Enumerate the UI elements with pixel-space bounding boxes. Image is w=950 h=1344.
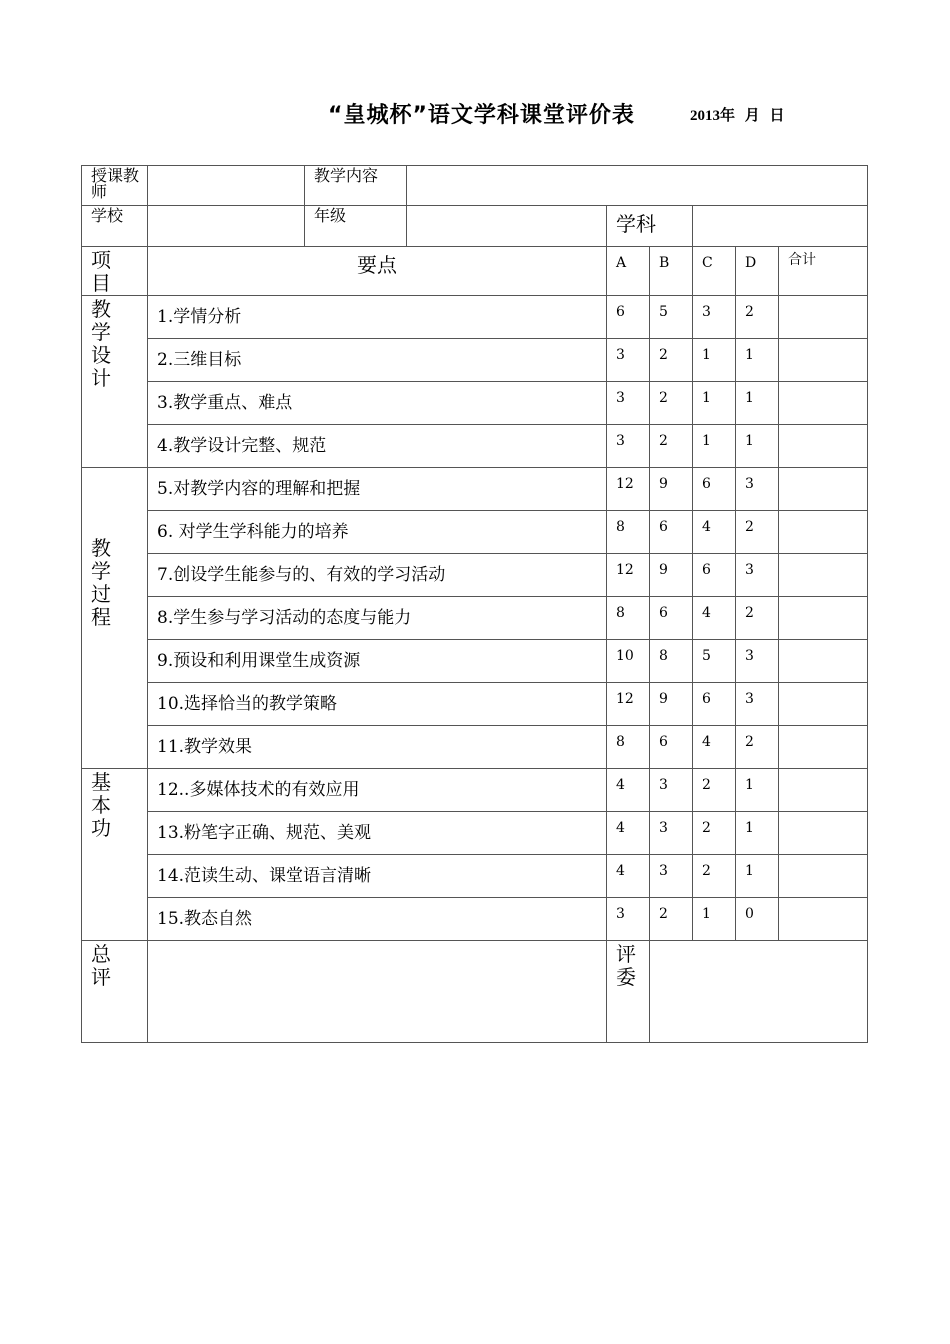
score-a: 12 xyxy=(607,468,650,511)
score-a: 3 xyxy=(607,425,650,468)
score-c: 6 xyxy=(693,554,736,597)
table-row xyxy=(82,769,868,812)
total-field[interactable] xyxy=(779,425,868,468)
table-row xyxy=(82,468,868,511)
criterion-text: 4.教学设计完整、规范 xyxy=(148,425,607,468)
criterion-text: 6. 对学生学科能力的培养 xyxy=(148,511,607,554)
score-b: 9 xyxy=(650,468,693,511)
score-d: 2 xyxy=(736,726,779,769)
category-name: 教学过程 xyxy=(91,536,111,629)
score-c: 4 xyxy=(693,597,736,640)
total-field[interactable] xyxy=(779,296,868,339)
grade-header-a: A xyxy=(607,247,650,296)
criterion-text: 3.教学重点、难点 xyxy=(148,382,607,425)
score-c: 1 xyxy=(693,425,736,468)
table-row xyxy=(82,382,868,425)
table-row xyxy=(82,511,868,554)
judge-field[interactable] xyxy=(650,941,868,1043)
score-b: 6 xyxy=(650,511,693,554)
score-b: 9 xyxy=(650,683,693,726)
criterion-text: 8.学生参与学习活动的态度与能力 xyxy=(148,597,607,640)
score-d: 1 xyxy=(736,382,779,425)
score-d: 0 xyxy=(736,898,779,941)
grade-header-d: D xyxy=(736,247,779,296)
criterion-text: 1.学情分析 xyxy=(148,296,607,339)
criterion-text: 9.预设和利用课堂生成资源 xyxy=(148,640,607,683)
table-row xyxy=(82,812,868,855)
score-a: 4 xyxy=(607,855,650,898)
score-d: 1 xyxy=(736,855,779,898)
score-d: 1 xyxy=(736,339,779,382)
criterion-text: 7.创设学生能参与的、有效的学习活动 xyxy=(148,554,607,597)
score-b: 2 xyxy=(650,425,693,468)
title-row xyxy=(0,96,950,136)
grade-header-b: B xyxy=(650,247,693,296)
total-field[interactable] xyxy=(779,812,868,855)
criterion-text: 12..多媒体技术的有效应用 xyxy=(148,769,607,812)
date-line xyxy=(690,104,791,125)
score-b: 2 xyxy=(650,382,693,425)
table-row xyxy=(82,296,868,339)
table-row xyxy=(82,425,868,468)
score-d: 1 xyxy=(736,425,779,468)
category-cell xyxy=(82,468,148,769)
score-a: 3 xyxy=(607,339,650,382)
category-cell xyxy=(82,769,148,941)
teacher-field[interactable] xyxy=(148,166,305,206)
points-header: 要点 xyxy=(148,247,607,296)
info-row-1 xyxy=(82,166,868,206)
total-field[interactable] xyxy=(779,769,868,812)
score-a: 10 xyxy=(607,640,650,683)
total-field[interactable] xyxy=(779,597,868,640)
score-b: 6 xyxy=(650,726,693,769)
category-name: 基本功 xyxy=(91,770,111,840)
score-d: 1 xyxy=(736,769,779,812)
score-c: 1 xyxy=(693,339,736,382)
score-d: 3 xyxy=(736,468,779,511)
project-header xyxy=(82,247,148,296)
column-header-row xyxy=(82,247,868,296)
criterion-text: 10.选择恰当的教学策略 xyxy=(148,683,607,726)
content-field[interactable] xyxy=(407,166,868,206)
score-d: 2 xyxy=(736,296,779,339)
table-row xyxy=(82,898,868,941)
total-field[interactable] xyxy=(779,855,868,898)
score-b: 5 xyxy=(650,296,693,339)
total-field[interactable] xyxy=(779,554,868,597)
score-d: 3 xyxy=(736,554,779,597)
category-cell xyxy=(82,296,148,468)
judge-label-text: 评委 xyxy=(616,942,636,989)
category-name: 教学设计 xyxy=(91,297,111,390)
total-header: 合计 xyxy=(779,247,868,296)
score-a: 6 xyxy=(607,296,650,339)
criterion-text: 13.粉笔字正确、规范、美观 xyxy=(148,812,607,855)
score-c: 2 xyxy=(693,812,736,855)
judge-label xyxy=(607,941,650,1043)
score-c: 4 xyxy=(693,726,736,769)
evaluation-table xyxy=(81,165,868,1043)
score-b: 8 xyxy=(650,640,693,683)
table-row xyxy=(82,640,868,683)
grade-label: 年级 xyxy=(305,206,407,247)
total-field[interactable] xyxy=(779,468,868,511)
content-label: 教学内容 xyxy=(305,166,407,206)
score-d: 2 xyxy=(736,597,779,640)
school-field[interactable] xyxy=(148,206,305,247)
total-field[interactable] xyxy=(779,511,868,554)
overall-label xyxy=(82,941,148,1043)
table-row xyxy=(82,339,868,382)
overall-field[interactable] xyxy=(148,941,607,1043)
score-a: 12 xyxy=(607,683,650,726)
project-header-text: 项目 xyxy=(91,248,111,295)
school-label: 学校 xyxy=(82,206,148,247)
total-field[interactable] xyxy=(779,382,868,425)
score-c: 4 xyxy=(693,511,736,554)
score-b: 2 xyxy=(650,898,693,941)
score-c: 1 xyxy=(693,898,736,941)
date-year: 2013年 xyxy=(690,108,736,124)
score-b: 3 xyxy=(650,769,693,812)
table-row xyxy=(82,726,868,769)
score-d: 1 xyxy=(736,812,779,855)
teacher-label: 授课教师 xyxy=(82,166,148,206)
score-a: 3 xyxy=(607,898,650,941)
score-a: 12 xyxy=(607,554,650,597)
subject-label: 学科 xyxy=(607,206,693,247)
criterion-text: 5.对教学内容的理解和把握 xyxy=(148,468,607,511)
total-field[interactable] xyxy=(779,339,868,382)
total-field[interactable] xyxy=(779,898,868,941)
score-a: 4 xyxy=(607,812,650,855)
score-c: 6 xyxy=(693,468,736,511)
score-c: 1 xyxy=(693,382,736,425)
score-c: 2 xyxy=(693,855,736,898)
table-row xyxy=(82,597,868,640)
score-c: 6 xyxy=(693,683,736,726)
criterion-text: 2.三维目标 xyxy=(148,339,607,382)
score-a: 8 xyxy=(607,597,650,640)
total-field[interactable] xyxy=(779,640,868,683)
date-day: 日 xyxy=(769,108,785,124)
table-row xyxy=(82,683,868,726)
score-a: 8 xyxy=(607,726,650,769)
grade-header-c: C xyxy=(693,247,736,296)
table-row xyxy=(82,855,868,898)
grade-field[interactable] xyxy=(407,206,607,247)
score-c: 5 xyxy=(693,640,736,683)
score-a: 3 xyxy=(607,382,650,425)
date-month: 月 xyxy=(744,108,760,124)
footer-row xyxy=(82,941,868,1043)
score-b: 2 xyxy=(650,339,693,382)
criterion-text: 14.范读生动、课堂语言清晰 xyxy=(148,855,607,898)
total-field[interactable] xyxy=(779,683,868,726)
score-a: 8 xyxy=(607,511,650,554)
table-row xyxy=(82,554,868,597)
score-b: 9 xyxy=(650,554,693,597)
criterion-text: 11.教学效果 xyxy=(148,726,607,769)
total-field[interactable] xyxy=(779,726,868,769)
info-row-2 xyxy=(82,206,868,247)
score-d: 3 xyxy=(736,640,779,683)
overall-label-text: 总评 xyxy=(91,942,111,989)
score-d: 3 xyxy=(736,683,779,726)
score-b: 3 xyxy=(650,812,693,855)
score-a: 4 xyxy=(607,769,650,812)
subject-field[interactable] xyxy=(693,206,868,247)
page-title: “皇城杯”语文学科课堂评价表 xyxy=(328,103,635,128)
score-c: 2 xyxy=(693,769,736,812)
score-d: 2 xyxy=(736,511,779,554)
score-b: 3 xyxy=(650,855,693,898)
score-c: 3 xyxy=(693,296,736,339)
criterion-text: 15.教态自然 xyxy=(148,898,607,941)
score-b: 6 xyxy=(650,597,693,640)
